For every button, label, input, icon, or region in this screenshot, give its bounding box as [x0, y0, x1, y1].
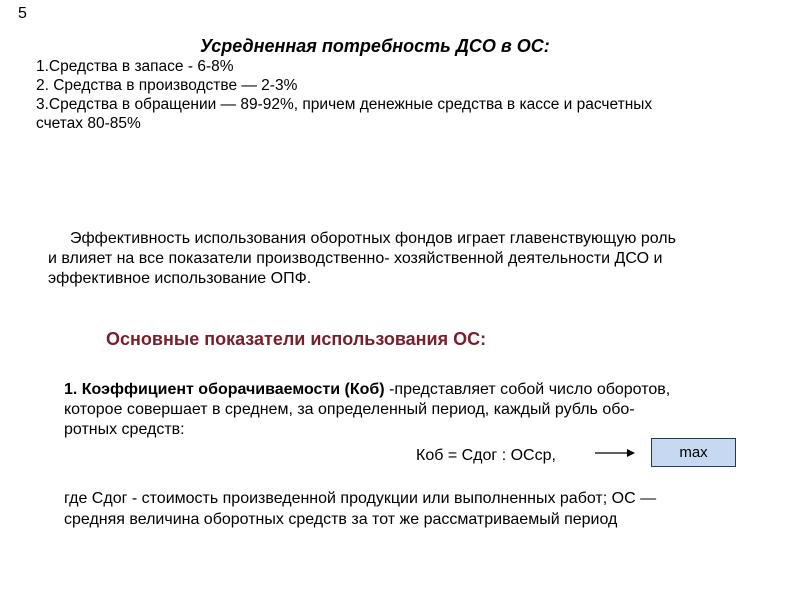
efficiency-paragraph	[48, 229, 676, 289]
coefficient-line	[64, 380, 670, 400]
arrow-right-icon	[594, 446, 636, 460]
list-item: счетах 80-85%	[36, 115, 141, 132]
list-item: 2. Средства в производстве — 2-3%	[36, 77, 298, 94]
section-subtitle: Основные показатели использования ОС:	[106, 329, 487, 349]
page-number: 5	[18, 5, 27, 22]
coefficient-description: -представляет собой число оборотов,	[384, 381, 671, 398]
paragraph-line: эффективное использование ОПФ.	[48, 270, 312, 287]
coefficient-line: которое совершает в среднем, за определенный период, каждый рубль обо-	[64, 401, 635, 418]
coefficient-definition	[64, 380, 670, 440]
slide-title: Усредненная потребность ДСО в ОС:	[200, 36, 550, 56]
max-box: max	[651, 438, 736, 467]
formula-explanation	[64, 488, 656, 530]
coefficient-term: 1. Коэффициент оборачиваемости (Коб)	[64, 381, 385, 398]
paragraph-line: и влияет на все показатели производственно- хозяйственной деятельности ДСО и	[48, 250, 663, 267]
turnover-formula: Коб = Сдог : ОСср,	[416, 447, 556, 464]
explanation-line: где Сдог - стоимость произведенной продукции или выполненных работ; ОС —	[64, 490, 657, 507]
list-item: 3.Средства в обращении — 89-92%, причем денежные средства в кассе и расчетных	[36, 96, 653, 113]
list-item: 1.Средства в запасе - 6-8%	[36, 58, 234, 75]
explanation-line: средняя величина оборотных средств за тот же рассматриваемый период	[64, 511, 618, 528]
requirement-list	[36, 57, 652, 133]
paragraph-line: Эффективность использования оборотных фондов играет главенствующую роль	[70, 230, 676, 247]
coefficient-line: ротных средств:	[64, 421, 185, 438]
